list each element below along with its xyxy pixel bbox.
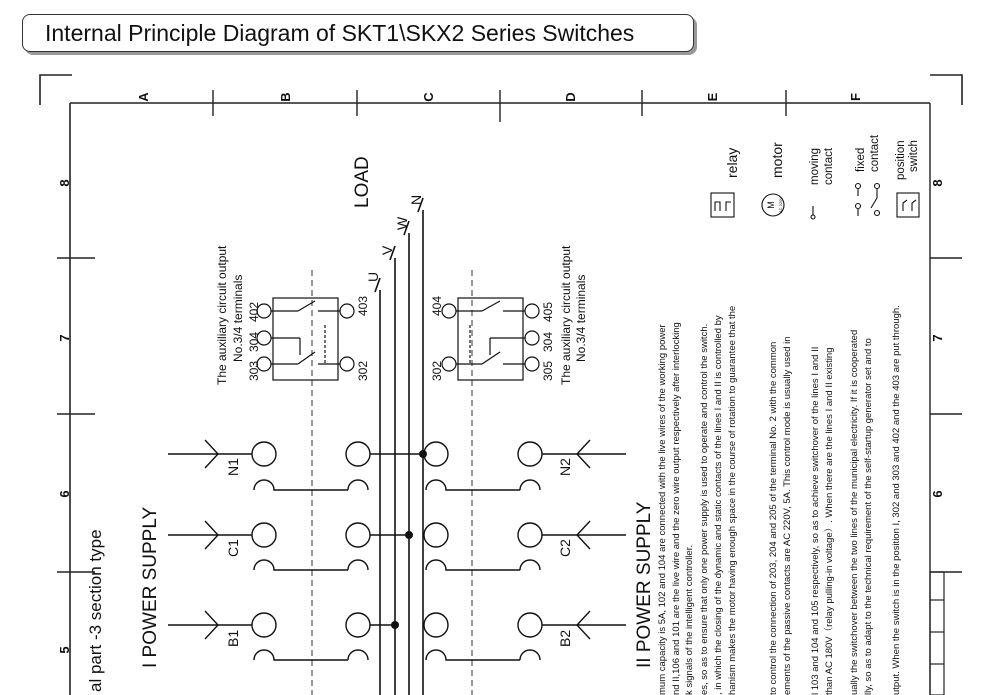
power-supply-2-label: II POWER SUPPLY (634, 501, 655, 668)
legend (711, 134, 920, 219)
note-line: es, so as to ensure that only one power supply is used to operate and control the switch. (699, 323, 710, 695)
note-line: utput. When the switch is in the position I, 302 and 303 and 402 and the 403 are put through. (891, 305, 902, 695)
aux-right-subtitle: No.3/4 terminals (574, 274, 588, 362)
section-type-label: al part -3 section type (86, 529, 105, 692)
note-line: k signals of the intelligent controller. (684, 545, 695, 695)
note-line: to control the connection of 203, 204 and 205 of the terminal No. 2 with the common (768, 341, 779, 695)
motor-icon (762, 194, 784, 216)
aux-left-terminal-304: 304 (247, 331, 261, 352)
aux-right-terminal-405: 405 (541, 301, 555, 322)
row-label-8-right: 8 (930, 179, 945, 187)
row-label-8-left: 8 (57, 179, 72, 187)
power-supply-1-label: I POWER SUPPLY (140, 506, 161, 668)
note-line: ually the switchover between the two lines of the municipal electricity. If it is cooperated (849, 329, 860, 695)
load-label: LOAD (352, 156, 373, 208)
load-bus (375, 198, 423, 695)
terminal-b2: B2 (557, 629, 573, 647)
motor-icon-sub: AC 220V (778, 196, 783, 214)
column-label-f: F (848, 93, 863, 101)
load-line-v: V (379, 245, 395, 255)
legend-position-switch-1: position (895, 140, 907, 180)
position-switch-icon (897, 193, 919, 217)
aux-left-terminal-402: 402 (247, 301, 261, 322)
notes-upper (657, 306, 738, 695)
row-label-7-left: 7 (57, 334, 72, 342)
terminal-c2: C2 (557, 539, 573, 557)
load-line-w: W (394, 216, 410, 230)
load-line-n: N (408, 194, 424, 205)
power-supply-2 (424, 440, 626, 660)
motor-icon-letter: M (766, 201, 776, 209)
note-line: ements of the passive contacts are AC 220V, 5A. This control mode is usually used in (782, 336, 793, 695)
fixed-contact-icon (856, 184, 880, 217)
title-text: Internal Principle Diagram of SKT1\SKX2 Series Switches (45, 19, 635, 46)
dashed-guides (312, 270, 472, 695)
aux-left-title: The auxiliary circuit output (215, 245, 229, 385)
note-line: hanism makes the motor having enough space in the course of rotation to guarantee that the (727, 305, 738, 695)
aux-switch-right (442, 298, 539, 380)
terminal-c1: C1 (225, 539, 241, 557)
column-label-b: B (278, 92, 293, 102)
notes-lower (768, 305, 902, 695)
column-label-c: C (421, 92, 436, 102)
legend-moving-contact-1: moving (809, 147, 821, 185)
aux-right-title: The auxiliary circuit output (559, 245, 573, 385)
row-label-7-right: 7 (930, 334, 945, 342)
note-line: mum capacity is 5A, 102 and 104 are connected with the live wires of the working power (657, 324, 668, 695)
note-line: , in which the closing of the dynamic and static contacts of the lines I and II is controlled by (713, 315, 724, 695)
legend-relay-label: relay (724, 147, 740, 178)
legend-fixed-contact-2: contact (869, 134, 881, 172)
column-label-a: A (136, 92, 151, 102)
row-label-5-left: 5 (57, 646, 72, 654)
relay-icon (711, 193, 734, 217)
aux-right-terminal-304: 304 (541, 331, 555, 352)
aux-left-terminal-302: 302 (356, 360, 370, 381)
aux-left-terminal-403: 403 (356, 295, 370, 316)
load-line-u: U (365, 271, 381, 282)
power-supply-1 (168, 440, 423, 660)
note-line: lly, so as to adapt to the technical requirement of the self-startup generator set and to (863, 338, 874, 695)
terminal-n1: N1 (225, 458, 241, 476)
column-label-e: E (705, 92, 720, 102)
aux-right-terminal-305: 305 (541, 360, 555, 381)
note-line: l 103 and 104 and 105 respectively, so as to achieve switchover of the lines I and II (810, 346, 821, 695)
legend-position-switch-2: switch (908, 140, 920, 172)
column-label-d: D (563, 92, 578, 102)
legend-moving-contact-2: contact (823, 147, 835, 185)
aux-left-subtitle: No.3/4 terminals (231, 274, 245, 362)
aux-left-terminal-303: 303 (247, 360, 261, 381)
terminal-n2: N2 (557, 458, 573, 476)
terminal-b1: B1 (225, 629, 241, 647)
legend-motor-label: motor (769, 142, 785, 178)
note-line: than AC 180V（relay pulling-in voltage）. When there are the lines I and II existing (824, 347, 835, 695)
note-line: nd II,106 and 101 are the live wire and the zero wire output respectively after interlocking (671, 322, 682, 695)
aux-right-terminal-404: 404 (430, 295, 444, 316)
moving-contact-icon (811, 206, 815, 219)
legend-fixed-contact-1: fixed (855, 147, 867, 172)
row-label-6-right: 6 (930, 490, 945, 498)
row-label-6-left: 6 (57, 490, 72, 498)
aux-right-terminal-302: 302 (430, 360, 444, 381)
aux-switch-left (257, 298, 354, 380)
